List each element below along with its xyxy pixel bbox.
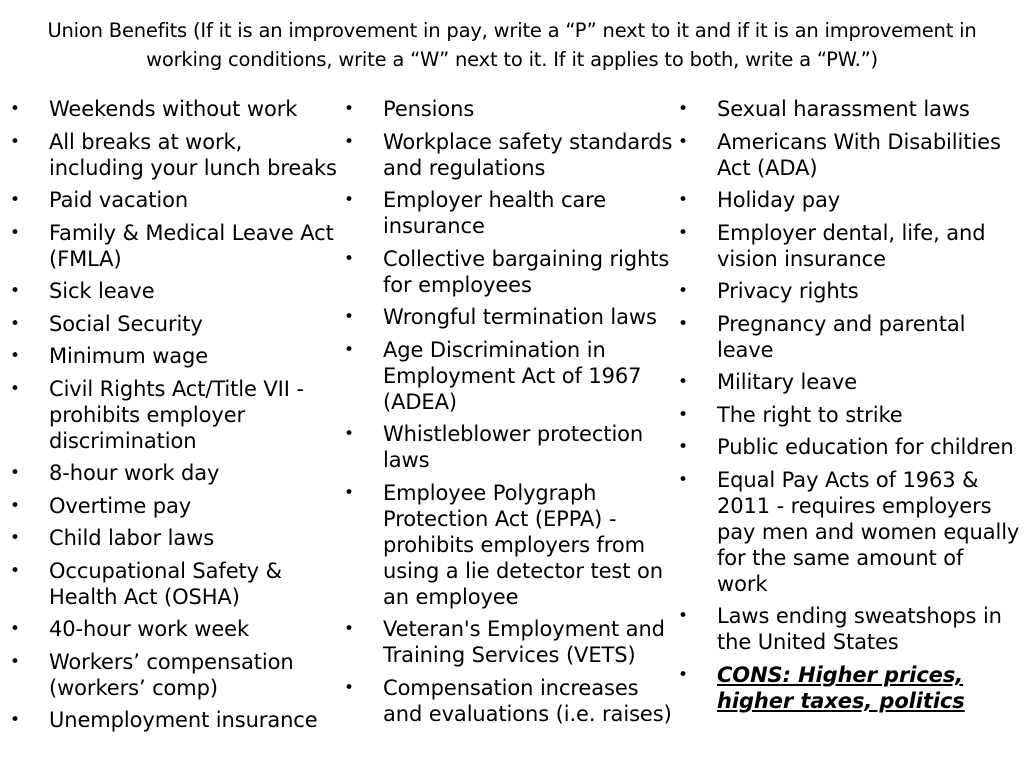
list-item xyxy=(8,493,340,519)
bullet-icon: • xyxy=(344,190,354,210)
bullet-icon: • xyxy=(678,437,688,457)
bullet-icon: • xyxy=(10,346,20,366)
list-item xyxy=(8,129,340,181)
benefits-column-3 xyxy=(676,96,1020,720)
list-item-text: Workers’ compensation (workers’ comp) xyxy=(49,649,294,700)
bullet-icon: • xyxy=(344,482,354,503)
list-item xyxy=(8,96,340,122)
bullet-icon: • xyxy=(678,99,688,119)
list-item xyxy=(8,616,340,642)
list-item xyxy=(8,376,340,454)
list-item xyxy=(8,525,340,551)
list-item-text: Civil Rights Act/Title VII - prohibits employer discrimination xyxy=(49,376,304,453)
bullet-icon: • xyxy=(344,677,354,698)
list-item xyxy=(676,603,1020,655)
list-item xyxy=(8,187,340,213)
bullet-icon: • xyxy=(344,131,354,152)
list-item-text: Child labor laws xyxy=(49,526,215,550)
list-item xyxy=(676,220,1020,272)
bullet-icon: • xyxy=(10,463,20,483)
list-item xyxy=(342,129,682,181)
list-item xyxy=(676,278,1020,304)
list-item xyxy=(8,460,340,486)
list-item-text: Age Discrimination in Employment Act of 1967 (ADEA) xyxy=(383,337,642,414)
list-item-text: Wrongful termination laws xyxy=(383,305,657,329)
bullet-icon: • xyxy=(10,131,20,152)
bullet-icon: • xyxy=(678,190,688,210)
bullet-icon: • xyxy=(10,378,20,399)
bullet-icon: • xyxy=(344,424,354,444)
list-item-text: Employee Polygraph Protection Act (EPPA) - prohibits employers from using a lie detector test on an employee xyxy=(383,480,663,609)
bullet-icon: • xyxy=(678,606,688,626)
bullet-icon: • xyxy=(344,619,354,639)
list-item-text: Whistleblower protection laws xyxy=(383,422,644,472)
list-item-text: Pregnancy and parental leave xyxy=(717,311,966,362)
bullet-icon: • xyxy=(678,313,688,334)
list-item-text: Occupational Safety & Health Act (OSHA) xyxy=(49,558,282,609)
list-item-text: Holiday pay xyxy=(717,188,841,212)
cons-list-item xyxy=(676,662,1020,714)
list-item-text: 8-hour work day xyxy=(49,461,220,485)
list-item xyxy=(8,220,340,272)
bullet-icon: • xyxy=(344,339,354,360)
list-item-text: Minimum wage xyxy=(49,344,209,368)
list-item xyxy=(676,96,1020,122)
list-item-text: Social Security xyxy=(49,311,203,336)
list-item-text: Paid vacation xyxy=(49,188,189,212)
bullet-icon: • xyxy=(10,190,20,210)
list-item-text: Equal Pay Acts of 1963 & 2011 - requires employers pay men and women equally for the same amount of work xyxy=(717,467,1020,596)
list-item xyxy=(8,558,340,610)
list-item-text: Weekends without work xyxy=(49,97,298,121)
list-item-text: Pensions xyxy=(383,97,475,121)
bullet-icon: • xyxy=(10,560,20,581)
bullet-icon: • xyxy=(10,528,20,548)
list-item-text: Employer health care insurance xyxy=(383,188,607,238)
list-item-text: Military leave xyxy=(717,370,858,394)
list-item-text: Public education for children xyxy=(717,435,1014,459)
list-item xyxy=(342,337,682,415)
list-item xyxy=(342,616,682,668)
list-item xyxy=(8,311,340,337)
bullet-icon: • xyxy=(678,281,688,301)
list-item xyxy=(342,187,682,239)
list-item xyxy=(676,434,1020,460)
list-item-text: Privacy rights xyxy=(717,279,859,303)
list-item-text: All breaks at work, including your lunch breaks xyxy=(49,129,337,180)
list-item xyxy=(342,675,682,727)
bullet-icon: • xyxy=(10,99,20,119)
bullet-icon: • xyxy=(344,248,354,269)
bullet-icon: • xyxy=(10,281,20,301)
list-item xyxy=(676,402,1020,428)
list-item-text: Employer dental, life, and vision insurance xyxy=(717,220,986,271)
cons-text: CONS: Higher prices, higher taxes, politics xyxy=(717,662,965,713)
bullet-icon: • xyxy=(10,710,20,730)
list-item-text: Sick leave xyxy=(49,279,155,303)
list-item-text: Workplace safety standards and regulations xyxy=(383,129,673,180)
page-title xyxy=(0,16,1024,74)
list-item xyxy=(676,129,1020,181)
list-item xyxy=(676,467,1020,597)
title-line-2: working conditions, write a “W” next to it. If it applies to both, write a “PW.”) xyxy=(146,48,878,71)
title-line-1: Union Benefits (If it is an improvement in pay, write a “P” next to it and if it is an improvement in xyxy=(47,19,977,42)
list-item-text: Veteran's Employment and Training Services (VETS) xyxy=(383,617,665,667)
list-item-text: Overtime pay xyxy=(49,493,192,518)
list-item-text: Compensation increases and evaluations (i.e. raises) xyxy=(383,675,672,726)
bullet-icon: • xyxy=(678,131,688,152)
list-item xyxy=(676,369,1020,395)
bullet-icon: • xyxy=(678,372,688,392)
bullet-icon: • xyxy=(10,313,20,334)
bullet-icon: • xyxy=(678,469,688,490)
bullet-icon: • xyxy=(678,222,688,243)
bullet-icon: • xyxy=(344,307,354,327)
list-item xyxy=(8,278,340,304)
list-item-text: Family & Medical Leave Act (FMLA) xyxy=(49,220,334,271)
list-item xyxy=(8,707,340,733)
list-item xyxy=(676,311,1020,363)
list-item-text: Unemployment insurance xyxy=(49,708,318,732)
list-item-text: The right to strike xyxy=(717,402,903,427)
list-item xyxy=(342,480,682,610)
list-item-text: 40-hour work week xyxy=(49,617,250,641)
list-item-text: Americans With Disabilities Act (ADA) xyxy=(717,129,1001,180)
bullet-icon: • xyxy=(344,99,354,119)
list-item xyxy=(8,343,340,369)
bullet-icon: • xyxy=(10,222,20,243)
list-item xyxy=(342,246,682,298)
benefits-column-2 xyxy=(342,96,682,733)
bullet-icon: • xyxy=(10,495,20,516)
bullet-icon: • xyxy=(678,404,688,425)
list-item-text: Sexual harassment laws xyxy=(717,97,970,121)
list-item-text: Collective bargaining rights for employees xyxy=(383,246,670,297)
list-item xyxy=(342,421,682,473)
bullet-icon: • xyxy=(10,651,20,672)
benefits-column-1 xyxy=(8,96,340,740)
list-item xyxy=(342,304,682,330)
list-item xyxy=(342,96,682,122)
list-item-text: Laws ending sweatshops in the United States xyxy=(717,604,1002,654)
list-item xyxy=(676,187,1020,213)
bullet-icon: • xyxy=(10,619,20,639)
bullet-icon: • xyxy=(678,664,688,685)
list-item xyxy=(8,649,340,701)
